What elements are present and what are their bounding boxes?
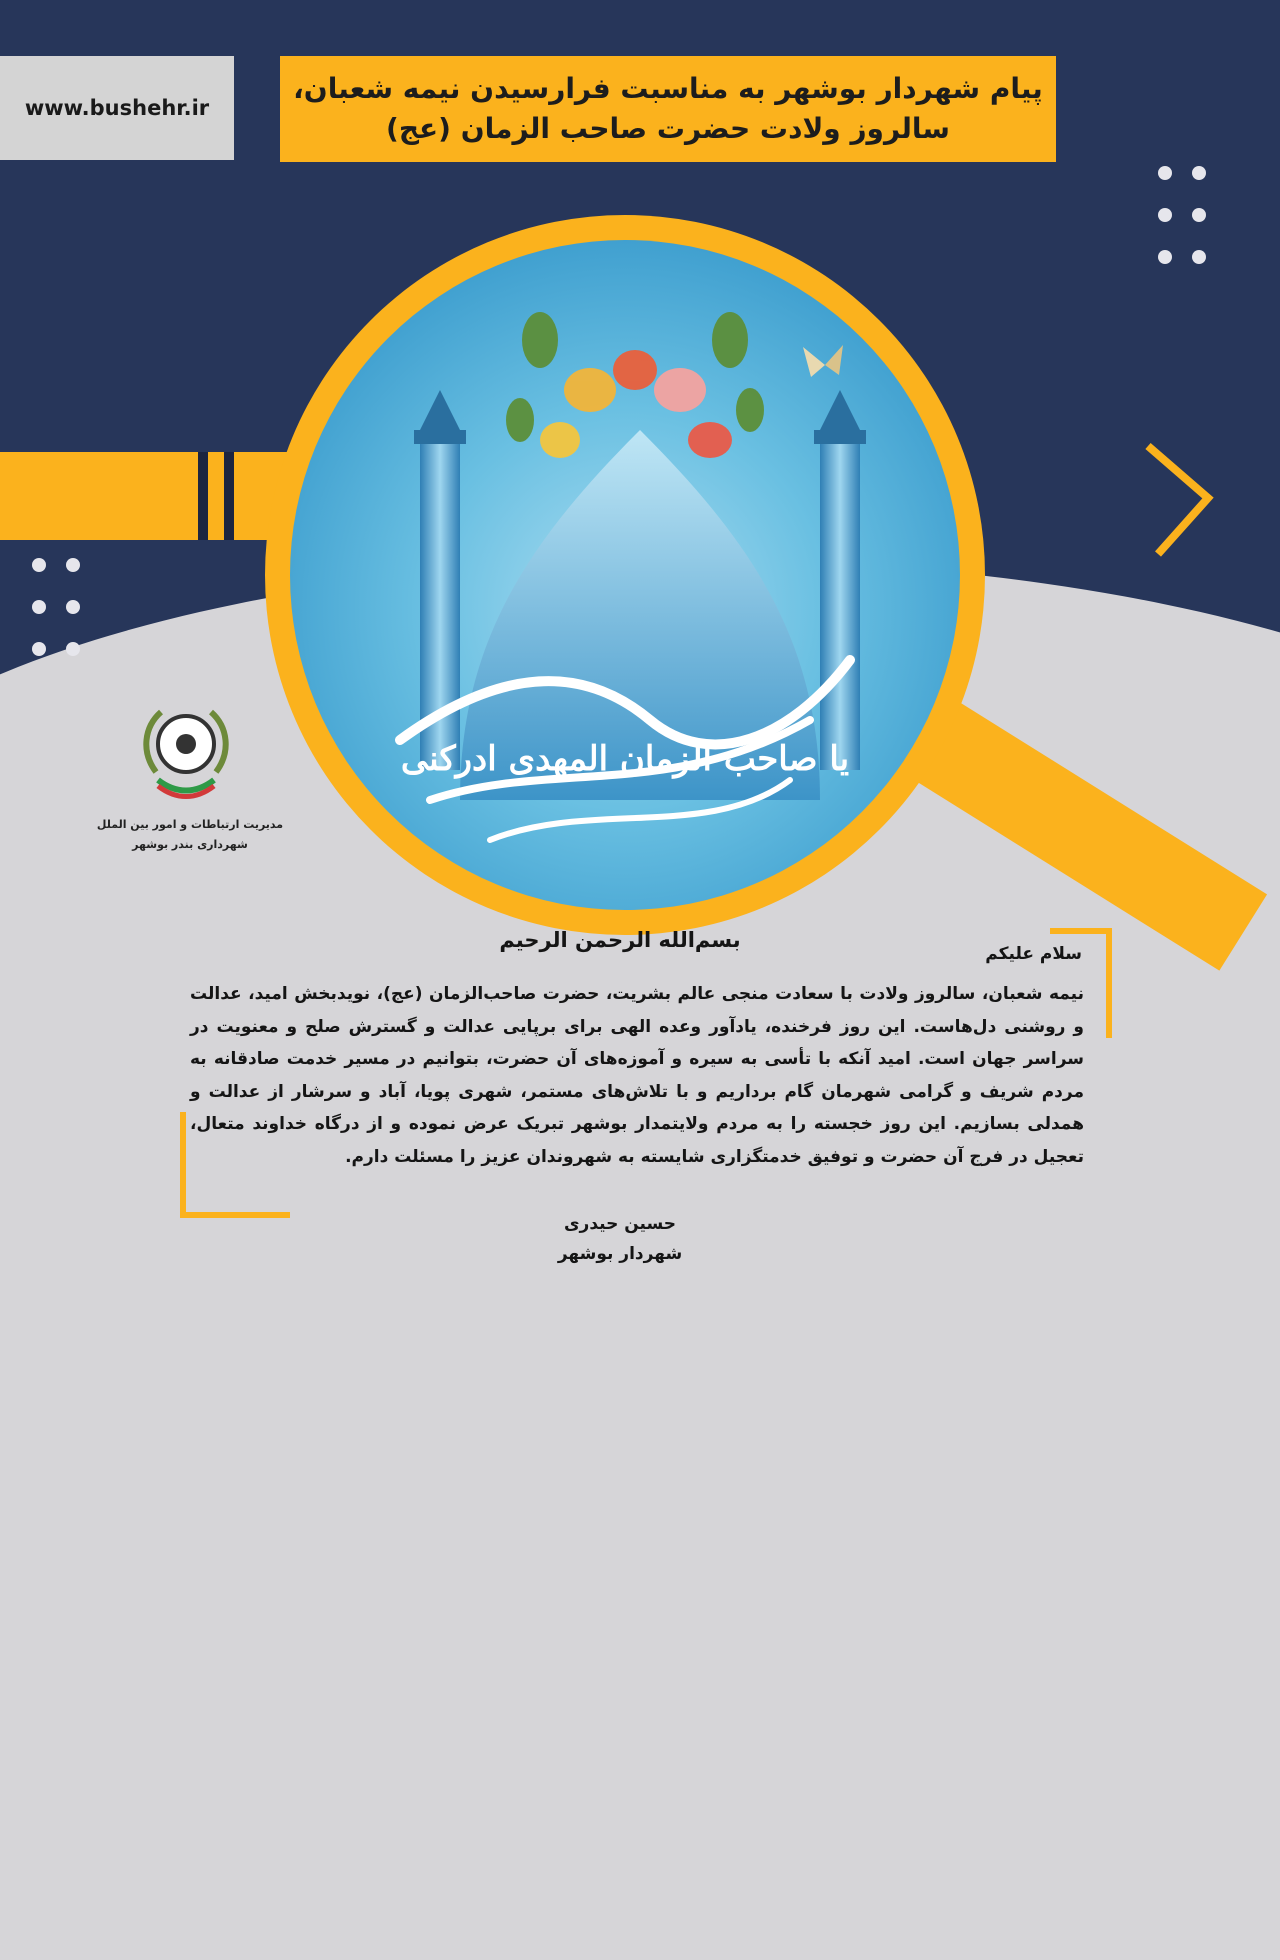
title-line-2: سالروز ولادت حضرت صاحب الزمان (عج) bbox=[386, 112, 950, 145]
municipality-logo bbox=[136, 702, 236, 802]
greeting: سلام علیکم bbox=[985, 944, 1082, 964]
chevron-right-icon bbox=[1140, 440, 1220, 560]
org-name-line-1: مدیریت ارتباطات و امور بین الملل bbox=[96, 818, 284, 831]
magnifier-left-bar bbox=[0, 452, 300, 540]
title-banner bbox=[280, 56, 1056, 162]
bar-stripe bbox=[198, 452, 208, 540]
signature-name: حسین حیدری bbox=[563, 1214, 677, 1234]
bismillah-heading: بسم‌الله الرحمن الرحیم bbox=[499, 928, 741, 952]
message-body: نیمه شعبان، سالروز ولادت با سعادت منجی عالم بشریت، حضرت صاحب‌الزمان (عج)، نویدبخش امید، عدالت و روشنی دل‌هاست. این روز فرخنده، یادآور وعده الهی برای برپایی عدالت و گسترش صلح و معنویت در سراسر جهان است. امید آنکه با تأسی به سیره و آموزه‌های آن حضرت، بتوانیم در مسیر خدمت صادقانه به مردم شریف و گرامی شهرمان گام برداریم و با تلاش‌های مستمر، شهری پویا، آباد و سرشار از عدالت و همدلی بسازیم. این روز خجسته را به مردم ولایتمدار بوشهر تبریک عرض نموده و از درگاه خداوند متعال، تعجیل در فرج آن حضرت و توفیق خدمتگزاری شایسته به شهروندان عزیز را مسئلت دارم. bbox=[190, 984, 1084, 1167]
calligraphy-text: یا صاحب الزمان المهدی ادرکنی bbox=[400, 739, 850, 779]
minaret-right bbox=[820, 440, 860, 770]
dome-illustration bbox=[290, 240, 960, 910]
butterfly bbox=[803, 345, 843, 377]
signature-title: شهردار بوشهر bbox=[557, 1244, 683, 1264]
website-url[interactable]: www.bushehr.ir bbox=[24, 96, 210, 120]
org-name-line-2: شهرداری بندر بوشهر bbox=[132, 838, 248, 851]
website-label-box bbox=[0, 56, 234, 160]
bar-stripe bbox=[224, 452, 234, 540]
dot-grid-left bbox=[32, 558, 80, 656]
dot-grid-top-right bbox=[1158, 166, 1206, 264]
title-line-1: پیام شهردار بوشهر به مناسبت فرارسیدن نیمه شعبان، bbox=[293, 72, 1043, 105]
magnifier-lens-image bbox=[290, 240, 960, 910]
